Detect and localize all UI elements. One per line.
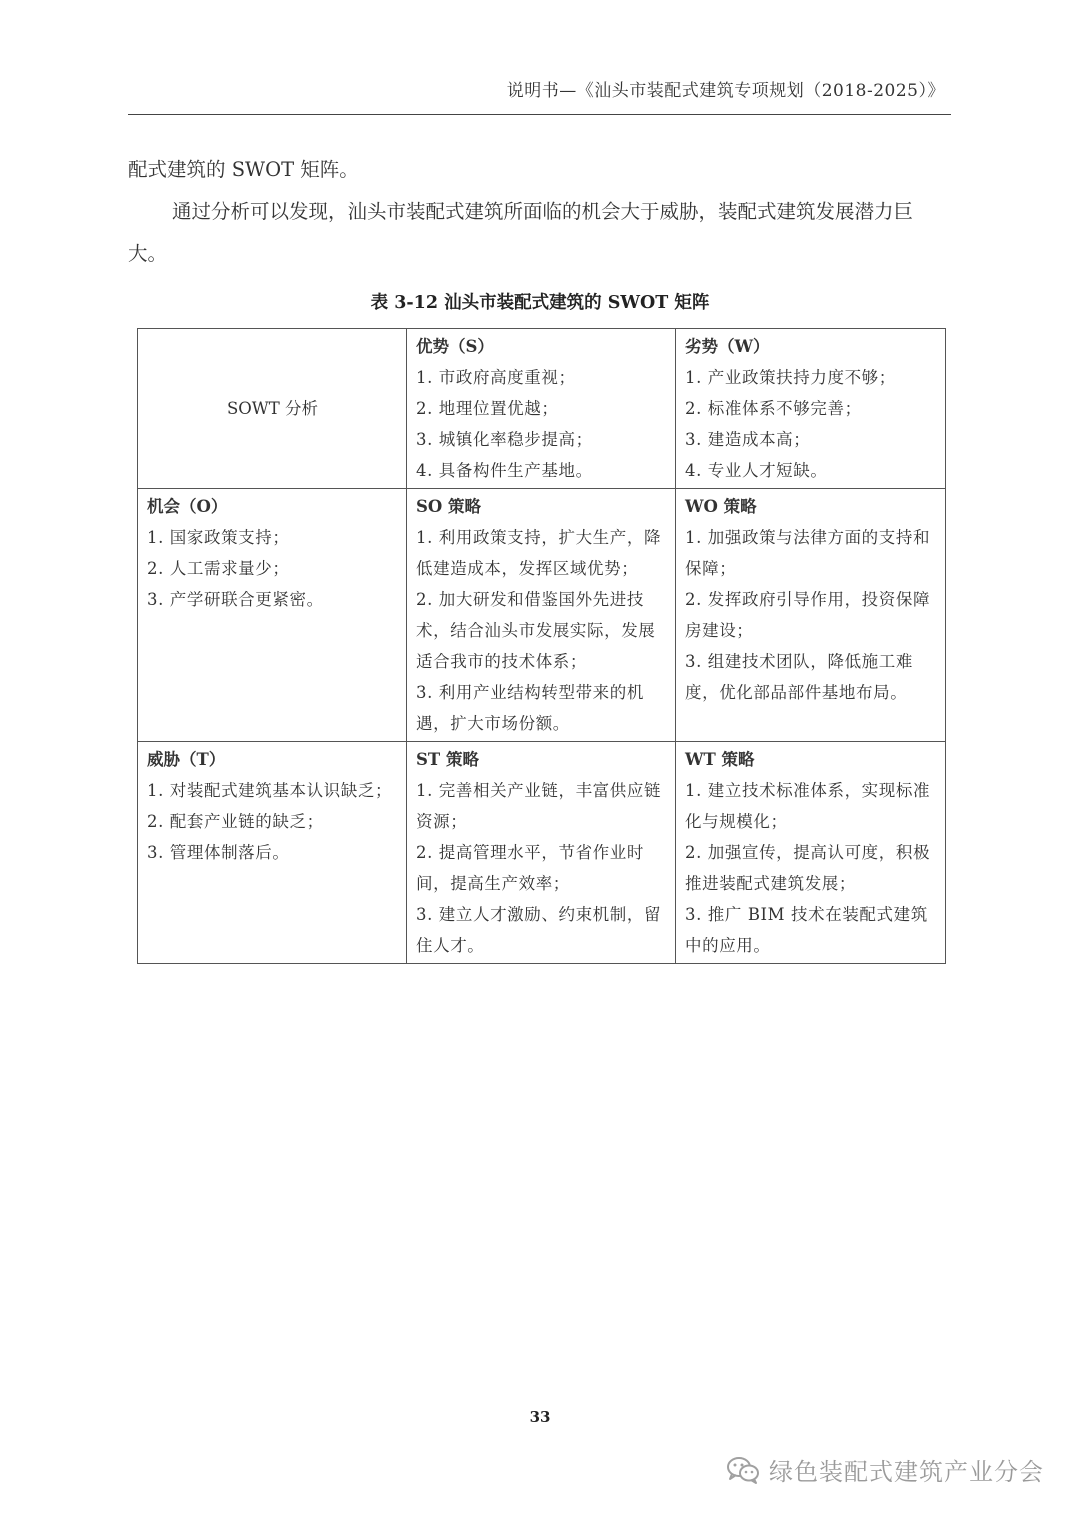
wt-strategy-heading: WT 策略 — [685, 750, 755, 769]
threat-item: 3. 管理体制落后。 — [147, 843, 290, 862]
weaknesses-heading: 劣势（W） — [685, 337, 770, 356]
wt-strategy-cell — [676, 742, 946, 964]
strengths-heading: 优势（S） — [416, 337, 494, 356]
opportunity-item: 3. 产学研联合更紧密。 — [147, 590, 324, 609]
strength-item: 3. 城镇化率稳步提高； — [416, 430, 593, 449]
swot-matrix-table — [137, 328, 946, 964]
so-strategy-item: 1. 利用政策支持，扩大生产，降低建造成本，发挥区域优势； — [416, 528, 662, 578]
wechat-icon — [725, 1455, 761, 1485]
opportunity-item: 1. 国家政策支持； — [147, 528, 290, 547]
so-strategy-cell — [407, 489, 676, 742]
strength-item: 4. 具备构件生产基地。 — [416, 461, 593, 480]
wo-strategy-item: 3. 组建技术团队，降低施工难度，优化部品部件基地布局。 — [685, 652, 913, 702]
header-divider — [128, 114, 951, 115]
corner-cell — [138, 329, 407, 489]
weaknesses-cell — [676, 329, 946, 489]
body-paragraph-2: 通过分析可以发现，汕头市装配式建筑所面临的机会大于威胁，装配式建筑发展潜力巨大。 — [128, 200, 914, 265]
threats-cell — [138, 742, 407, 964]
watermark — [725, 1452, 1044, 1487]
threats-heading: 威胁（T） — [147, 750, 226, 769]
wo-strategy-heading: WO 策略 — [685, 497, 757, 516]
body-paragraph-1: 配式建筑的 SWOT 矩阵。 — [128, 158, 359, 181]
st-strategy-cell — [407, 742, 676, 964]
table-row — [138, 329, 946, 489]
wt-strategy-item: 2. 加强宣传，提高认可度，积极推进装配式建筑发展； — [685, 843, 931, 893]
table-row — [138, 742, 946, 964]
wo-strategy-item: 1. 加强政策与法律方面的支持和保障； — [685, 528, 931, 578]
opportunity-item: 2. 人工需求量少； — [147, 559, 290, 578]
wo-strategy-cell — [676, 489, 946, 742]
st-strategy-item: 3. 建立人才激励、约束机制，留住人才。 — [416, 905, 662, 955]
threat-item: 1. 对装配式建筑基本认识缺乏； — [147, 781, 393, 800]
st-strategy-heading: ST 策略 — [416, 750, 479, 769]
opportunities-heading: 机会（O） — [147, 497, 228, 516]
so-strategy-heading: SO 策略 — [416, 497, 482, 516]
watermark-text: 绿色装配式建筑产业分会 — [769, 1458, 1044, 1486]
wt-strategy-item: 3. 推广 BIM 技术在装配式建筑中的应用。 — [685, 905, 928, 955]
st-strategy-item: 2. 提高管理水平，节省作业时间，提高生产效率； — [416, 843, 644, 893]
strengths-cell — [407, 329, 676, 489]
page-number: 33 — [529, 1408, 551, 1426]
weakness-item: 1. 产业政策扶持力度不够； — [685, 368, 896, 387]
threat-item: 2. 配套产业链的缺乏； — [147, 812, 324, 831]
so-strategy-item: 2. 加大研发和借鉴国外先进技术，结合汕头市发展实际，发展适合我市的技术体系； — [416, 590, 656, 671]
wo-strategy-item: 2. 发挥政府引导作用，投资保障房建设； — [685, 590, 931, 640]
table-caption: 表 3-12 汕头市装配式建筑的 SWOT 矩阵 — [370, 293, 710, 313]
weakness-item: 4. 专业人才短缺。 — [685, 461, 828, 480]
wt-strategy-item: 1. 建立技术标准体系，实现标准化与规模化； — [685, 781, 931, 831]
opportunities-cell — [138, 489, 407, 742]
table-row — [138, 489, 946, 742]
document-header-title: 说明书—《汕头市装配式建筑专项规划（2018-2025）》 — [506, 81, 945, 101]
corner-label: SOWT 分析 — [226, 399, 319, 418]
so-strategy-item: 3. 利用产业结构转型带来的机遇，扩大市场份额。 — [416, 683, 644, 733]
st-strategy-item: 1. 完善相关产业链，丰富供应链资源； — [416, 781, 662, 831]
strength-item: 2. 地理位置优越； — [416, 399, 559, 418]
weakness-item: 3. 建造成本高； — [685, 430, 811, 449]
strength-item: 1. 市政府高度重视； — [416, 368, 576, 387]
weakness-item: 2. 标准体系不够完善； — [685, 399, 862, 418]
